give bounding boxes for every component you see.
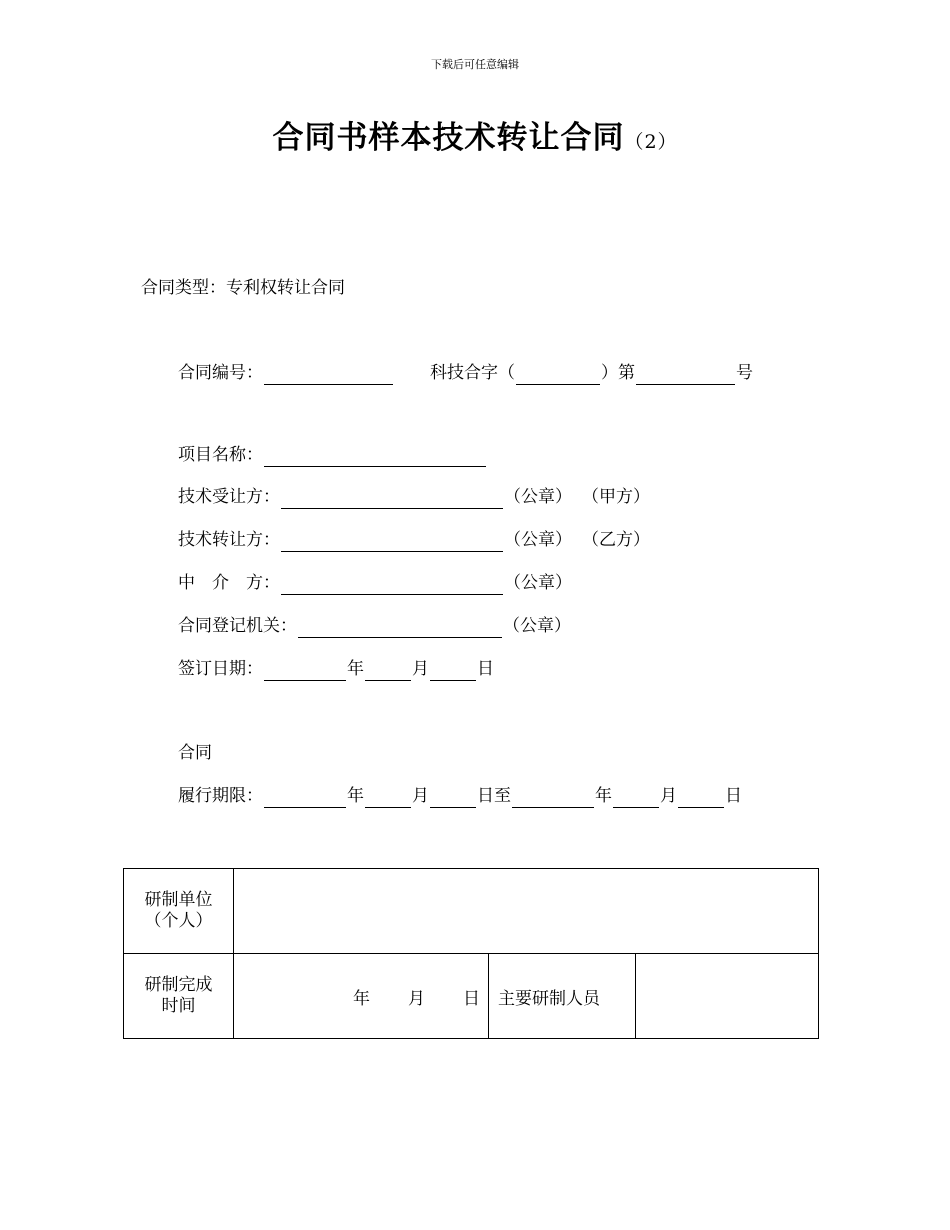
end-year-unit: 年	[595, 786, 612, 806]
title-main: 合同书样本技术转让合同	[272, 120, 625, 156]
signing-day-unit: 日	[477, 659, 494, 679]
staff-label-cell: 主要研制人员	[489, 954, 636, 1039]
project-name-line	[178, 443, 487, 467]
header-note: 下载后可任意编辑	[431, 58, 519, 71]
project-name-label: 项目名称：	[178, 445, 263, 465]
development-info-table	[123, 868, 819, 1039]
signing-day-blank[interactable]	[430, 661, 476, 681]
document-title	[0, 112, 950, 157]
performance-label: 履行期限：	[178, 786, 263, 806]
contract-type-line	[141, 276, 345, 300]
project-name-blank[interactable]	[264, 447, 486, 467]
date-month-unit: 月	[408, 988, 425, 1009]
performance-period-line	[178, 784, 742, 808]
intermediary-label: 中 介 方：	[178, 573, 280, 593]
start-year-unit: 年	[347, 786, 364, 806]
time-label-line1: 研制完成	[144, 975, 213, 995]
transferor-seal: （公章）	[504, 530, 572, 550]
date-day-unit: 日	[463, 988, 480, 1009]
transferor-label: 技术转让方：	[178, 530, 280, 550]
end-day-blank[interactable]	[678, 788, 724, 808]
contract-number-label: 合同编号：	[178, 363, 263, 383]
transferee-blank[interactable]	[281, 489, 503, 509]
table-row-unit	[124, 869, 819, 954]
start-month-blank[interactable]	[365, 788, 411, 808]
transferee-seal: （公章）	[504, 487, 572, 507]
intermediary-seal: （公章）	[504, 573, 572, 593]
title-suffix: （2）	[624, 131, 678, 153]
unit-label-line2: （个人）	[144, 911, 213, 931]
contract-serial-blank[interactable]	[636, 365, 735, 385]
unit-label-line1: 研制单位	[144, 890, 213, 910]
signing-month-unit: 月	[412, 659, 429, 679]
date-year-unit: 年	[353, 988, 370, 1009]
end-day-unit: 日	[725, 786, 742, 806]
start-day-blank[interactable]	[430, 788, 476, 808]
completion-date-cell[interactable]	[234, 954, 489, 1039]
transferor-blank[interactable]	[281, 532, 503, 552]
table-row-time	[124, 954, 819, 1039]
start-month-unit: 月	[412, 786, 429, 806]
transferee-line	[178, 485, 650, 509]
intermediary-line	[178, 571, 572, 595]
unit-value-cell[interactable]	[234, 869, 819, 954]
contract-number-middle: ）第	[601, 363, 635, 383]
contract-type-label: 合同类型：	[141, 278, 226, 298]
intermediary-blank[interactable]	[281, 575, 503, 595]
signing-date-line	[178, 657, 494, 681]
staff-value-cell[interactable]	[636, 954, 819, 1039]
contract-number-prefix: 科技合字（	[430, 363, 515, 383]
contract-category-blank[interactable]	[516, 365, 600, 385]
signing-date-label: 签订日期：	[178, 659, 263, 679]
registration-label: 合同登记机关：	[178, 616, 297, 636]
start-year-blank[interactable]	[264, 788, 346, 808]
transferee-party: （甲方）	[582, 487, 650, 507]
performance-heading: 合同	[178, 743, 212, 763]
signing-month-blank[interactable]	[365, 661, 411, 681]
end-month-unit: 月	[660, 786, 677, 806]
registration-blank[interactable]	[298, 618, 502, 638]
time-label-line2: 时间	[161, 996, 196, 1016]
contract-number-suffix: 号	[736, 363, 753, 383]
signing-year-unit: 年	[347, 659, 364, 679]
contract-number-line	[178, 361, 753, 385]
transferor-party: （乙方）	[582, 530, 650, 550]
registration-seal: （公章）	[503, 616, 571, 636]
registration-line	[178, 614, 571, 638]
start-day-unit: 日至	[477, 786, 511, 806]
transferor-line	[178, 528, 650, 552]
contract-number-blank[interactable]	[264, 365, 393, 385]
end-month-blank[interactable]	[613, 788, 659, 808]
end-year-blank[interactable]	[512, 788, 594, 808]
contract-type-value: 专利权转让合同	[226, 278, 345, 298]
time-label-cell	[124, 954, 234, 1039]
signing-year-blank[interactable]	[264, 661, 346, 681]
transferee-label: 技术受让方：	[178, 487, 280, 507]
unit-label-cell	[124, 869, 234, 954]
